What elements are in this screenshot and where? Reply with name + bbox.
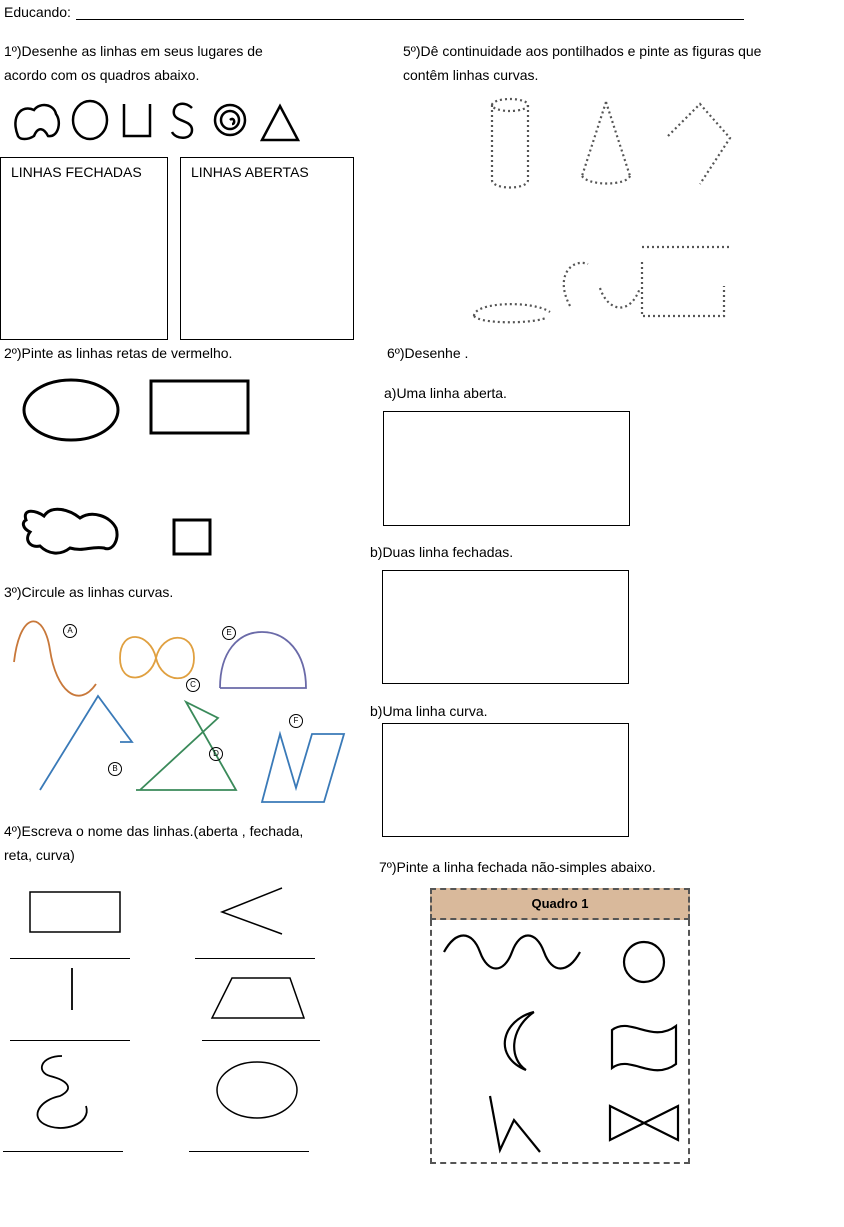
marker-e: E bbox=[222, 626, 236, 640]
q3-shapes[interactable] bbox=[0, 610, 360, 810]
closed-lines-box[interactable] bbox=[0, 157, 168, 340]
q4-answer-5[interactable] bbox=[3, 1151, 123, 1152]
student-name-label: Educando: bbox=[4, 4, 71, 20]
q6-a-label: a)Uma linha aberta. bbox=[384, 385, 507, 401]
q1-instruction-line2: acordo com os quadros abaixo. bbox=[4, 67, 200, 83]
q2-instruction: 2º)Pinte as linhas retas de vermelho. bbox=[4, 345, 233, 361]
q6-b2-label: b)Uma linha curva. bbox=[370, 703, 488, 719]
q5-instruction-line2: contêm linhas curvas. bbox=[403, 67, 539, 83]
q4-answer-1[interactable] bbox=[10, 958, 130, 959]
q6-b1-drawing-box[interactable] bbox=[382, 570, 629, 684]
q4-shapes bbox=[0, 880, 340, 1160]
closed-lines-label: LINHAS FECHADAS bbox=[11, 164, 142, 180]
q1-shapes-row bbox=[0, 96, 310, 146]
q1-instruction-line1: 1º)Desenhe as linhas em seus lugares de bbox=[4, 43, 263, 59]
q6-title: 6º)Desenhe . bbox=[387, 345, 469, 361]
q7-panel-header bbox=[430, 888, 690, 920]
q4-answer-6[interactable] bbox=[189, 1151, 309, 1152]
open-lines-box[interactable] bbox=[180, 157, 354, 340]
open-lines-label: LINHAS ABERTAS bbox=[191, 164, 309, 180]
q4-instruction-line1: 4º)Escreva o nome das linhas.(aberta , fechada, bbox=[4, 823, 304, 839]
marker-d: D bbox=[209, 747, 223, 761]
marker-b: B bbox=[108, 762, 122, 776]
marker-c: C bbox=[186, 678, 200, 692]
q4-answer-3[interactable] bbox=[10, 1040, 130, 1041]
q7-figures[interactable] bbox=[430, 920, 690, 1164]
q6-b2-drawing-box[interactable] bbox=[382, 723, 629, 837]
q5-instruction-line1: 5º)Dê continuidade aos pontilhados e pinte as figuras que bbox=[403, 43, 762, 59]
q6-b1-label: b)Duas linha fechadas. bbox=[370, 544, 514, 560]
q6-a-drawing-box[interactable] bbox=[383, 411, 630, 526]
student-name-line[interactable] bbox=[76, 19, 744, 20]
q4-answer-4[interactable] bbox=[202, 1040, 320, 1041]
q2-shapes[interactable] bbox=[0, 370, 260, 560]
marker-f: F bbox=[289, 714, 303, 728]
q4-answer-2[interactable] bbox=[195, 958, 315, 959]
q4-instruction-line2: reta, curva) bbox=[4, 847, 75, 863]
marker-a: A bbox=[63, 624, 77, 638]
q5-dotted-figures[interactable] bbox=[460, 90, 750, 330]
q7-panel-title: Quadro 1 bbox=[531, 896, 589, 911]
q7-instruction: 7º)Pinte a linha fechada não-simples abaixo. bbox=[379, 859, 656, 875]
q3-instruction: 3º)Circule as linhas curvas. bbox=[4, 584, 174, 600]
